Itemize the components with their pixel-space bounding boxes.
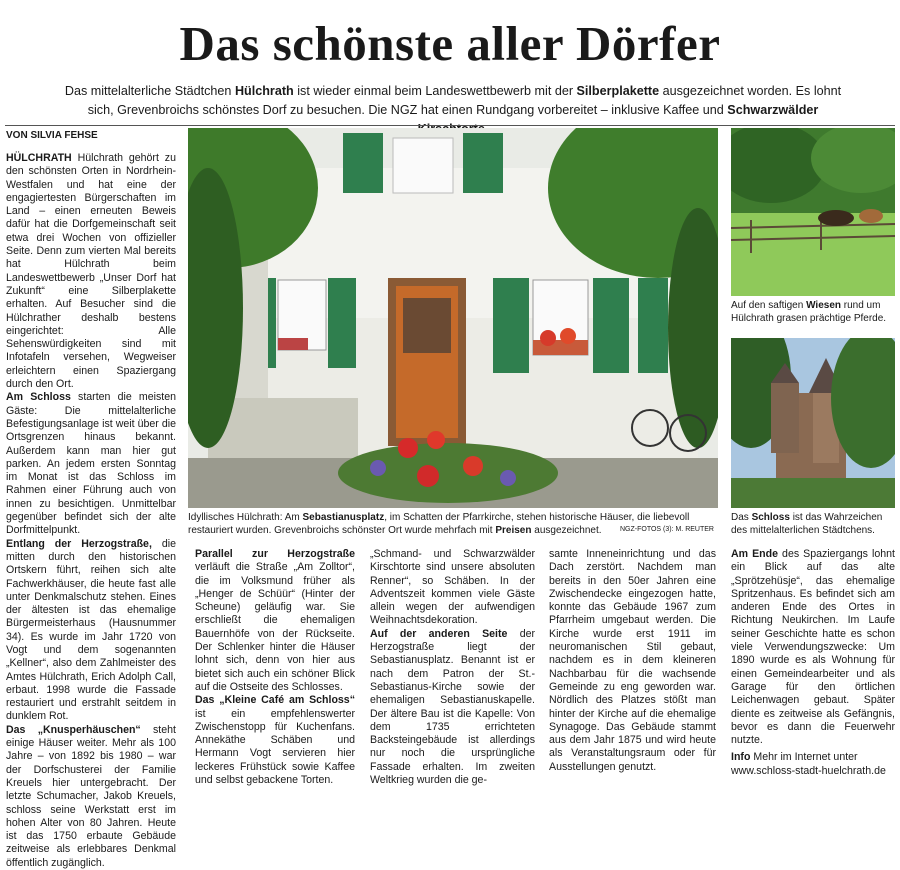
headline: Das schönste aller Dörfer [179,16,721,71]
deck-text: Das mittelalterliche Städtchen Hülchrath ist wieder einmal beim Landeswettbewerb mit der Silberplakette ausgezeichnet worden. Es lohnt sich, Grevenbroichs schönstes Dorf zu besuchen. Die NGZ hat einen Rundgang vorbereitet – inklusive Kaffee und Schwarzwälder [64,84,842,117]
article-column-2: Parallel zur Herzogstraße verläuft die Straße „Am Zolltor“, die im Volksmund früher als „Henger de Schüür“ (Hinter der Scheune) geläufig war. Sie erschließt die ehemaligen Bauernhöfe von der Rückseite. Der Schlenker hinter die Häuser lohnt sich, denn von hier aus bietet sich auch ein schöner Blick auf die Ostseite des Schlosses. Das „Kleine Café am Schloss“ ist ein empfehlenswerter Zwischenstopp für Kuchenfans. Annekäthe Schäben und Hermann Vogt servieren hier leckeres Frühstück sowie Kaffee und selbst gebackene Torten. [195,548,355,787]
article-column-5: Am Ende des Spaziergangs lohnt ein Blick auf das alte „Sprötzehüsje“, das ehemalige Spritzenhaus. Es befindet sich am anderen Ende des Ortes in Richtung Neukirchen. Im Laufe seiner Geschichte hatte es schon viele Verwendungszwecke: Um 1890 wurde es als Wohnung für einen Gemeindearbeiter und als Garage für den örtlichen Leichenwagen gebaut. Später diente es zeitweise als Gefängnis, bevor es dann die Feuerwehr nutzte. Info Mehr im Internet unter www.schloss-stadt-huelchrath.de [731,548,895,777]
horses-photo [731,128,895,296]
divider-rule [5,125,895,126]
castle-photo [731,338,895,508]
article-column-1: HÜLCHRATH Hülchrath gehört zu den schönsten Orten in Nordrhein-Westfalen und hat eine der engagiertesten Bürgerschaften im Land – einen erneuten Beweis dafür hat die Dorfgemeinschaft seit etwa drei Wochen von offizieller Seite. Denn zum vierten Mal bereits hat Hülchrath beim Landeswettbewerb „Unser Dorf hat Zukunft“ eine Silberplakette erhalten. Auf Besucher sind die Hülchrather deshalb bestens eingerichtet: Alle Sehenswürdigkeiten sind mit Infotafeln versehen, Wegweiser erleichtern einen Spaziergang durch den Ort. Am Schloss starten die meisten Gäste: Die mittelalterliche Befestigungsanlage ist weit über die Ortsgrenzen hinaus bekannt. Außerdem kann man hier gut parken. An jedem ersten Sonntag im Monat ist das Schloss im Rahmen einer Führung auch von innen zu besichtigen. Unmittelbar gegenüber befindet sich der alte Dorfmittelpunkt. Entlang der Herzogstraße, die mitten durch den historischen Ortskern führt, reihen sich alte Fachwerkhäuser, die heute fast alle unter Denkmalschutz stehen. Eines der ältesten ist das ehemalige Bürgermeisterhaus (Hausnummer 34). Es wurde im Jahr 1720 von Vogt und dem sogenannten „Kellner“, also dem Zahlmeister des Amtes Hülchrath, Erich Adolph Call, erbaut. 1998 wurde die Fassade restauriert und erstrahlt seitdem in dunklem Rot. Das „Knusperhäuschen“ steht einige Häuser weiter. Mehr als 100 Jahre – von 1892 bis 1980 – war der Dorfschusterei der Familie Kreuels hier untergebracht. Der letzte Schumacher, Jakob Kreuels, schloss seine Werkstatt erst im hohen Alter von 80 Jahren. Heute ist das 1750 erbaute Gebäude zeitweise als erlebbares Denkmal öffentlich zugänglich. [6,152,177,869]
main-photo-caption: Idyllisches Hülchrath: Am Sebastianusplatz, im Schatten der Pfarrkirche, stehen historische Häuser, die liebevoll restauriert wurden. Grevenbroichs schönster Ort wurde mehrfach mit Preisen ausgezeichnet. [188,512,690,536]
main-photo-sebastianusplatz [188,128,718,508]
article-column-4: samte Inneneinrichtung und das Dach zerstört. Nachdem man bereits in den 50er Jahren eine Zwischendecke eingezogen hatte, konnte das Gebäude 1967 zum Pfarrheim umgebaut werden. Die Kirche wurde erst 1911 im neuromanischen Stil gebaut, nachdem es in dem kleineren Nachbarbau für die wachsende Gemeinde zu eng geworden war. Nördlich des Platzes stößt man hinter der Kirche auf die ehemalige Synagoge. Das Gebäude stammt aus dem Jahr 1875 und wird heute als Veranstaltungsraum oder für Ausstellungen genutzt. [549,548,716,773]
photo-credit: NGZ-FOTOS (3): M. REUTER [620,526,714,533]
info-link[interactable]: www.schloss-stadt-huelchrath.de [731,764,886,777]
castle-illustration [731,338,895,508]
horses-illustration [731,128,895,296]
castle-caption: Das Schloss ist das Wahrzeichen des mittelalterlichen Städtchens. [731,512,883,536]
horses-caption: Auf den saftigen Wiesen rund um Hülchrath grasen prächtige Pferde. [731,300,887,324]
article-column-3: „Schmand- und Schwarzwälder Kirschtorte sind unsere absoluten Renner“, so Schäben. In der Adventszeit kommen viele Gäste allein wegen der aufwendigen Weihnachtsdekoration. Auf der anderen Seite der Herzogstraße liegt der Sebastianusplatz. Benannt ist er nach dem Patron der St.-Sebastianus-Kirche sowie der ehemaligen Sebastianuskapelle. Der ältere Bau ist die Kapelle: Von dem 1735 errichteten Backsteingebäude ist allerdings nur noch die ursprüngliche Fassade erhalten. Im zweiten Weltkrieg wurden die ge- [370,548,536,787]
house-illustration [188,128,718,508]
byline: VON SILVIA FEHSE [6,130,98,141]
